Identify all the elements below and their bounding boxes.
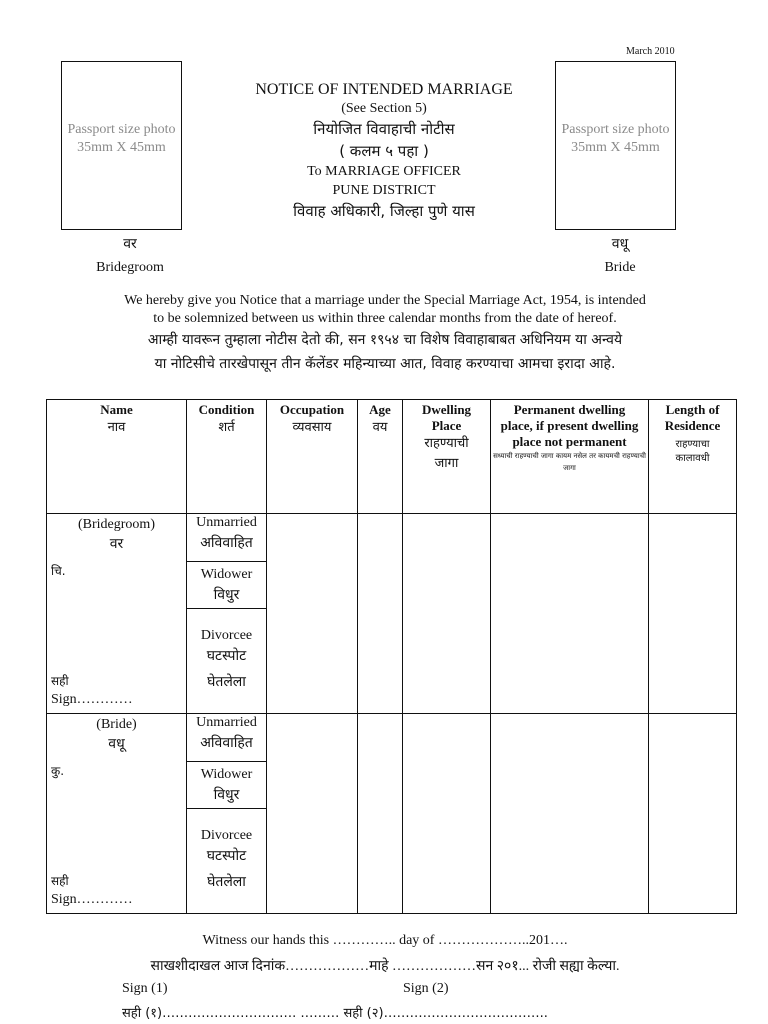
section-ref: (See Section 5): [341, 101, 427, 116]
groom-role-mr: वर: [109, 536, 124, 552]
col-condition: Condition शर्त: [187, 400, 267, 514]
col-permanent: Permanent dwelling place, if present dwelling place not permanent सध्याची राहण्याची जागा कायम नसेल तर कायमची राहण्याची जागा: [491, 400, 649, 514]
bridegroom-label: [60, 234, 200, 278]
col-age: Age वय: [358, 400, 403, 514]
section-ref-mr: ( कलम ५ पहा ): [339, 142, 429, 160]
groom-role: (Bridegroom): [78, 517, 155, 532]
sign1-label: Sign (1): [122, 981, 168, 996]
photo-size: 35mm X 45mm: [571, 140, 660, 155]
sign-lines-mr[interactable]: सही (१)…………………………. ……… सही (२)………………………………..: [122, 1006, 548, 1021]
bridegroom-label-mr: वर: [123, 236, 137, 252]
groom-photo-box: [61, 61, 182, 230]
condition-unmarried[interactable]: Unmarried अविवाहित: [187, 514, 266, 562]
bridegroom-row: [47, 514, 737, 714]
table-header-row: [47, 400, 737, 514]
photo-size: 35mm X 45mm: [77, 140, 166, 155]
groom-name-cell[interactable]: [47, 514, 187, 714]
groom-length-cell[interactable]: [649, 514, 737, 714]
bride-label: [550, 234, 690, 278]
statement-mr-2: या नोटिसीचे तारखेपासून तीन कॅलेंडर महिन्याच्या आत, विवाह करण्याचा आमचा इरादा आहे.: [154, 356, 616, 372]
groom-permanent-cell[interactable]: [491, 514, 649, 714]
condition-widower[interactable]: Widower विधुर: [187, 762, 266, 809]
notice-title: NOTICE OF INTENDED MARRIAGE: [255, 81, 513, 98]
bride-role: (Bride): [96, 717, 137, 732]
bride-label-mr: वधू: [611, 236, 629, 252]
bride-dwelling-cell[interactable]: [403, 714, 491, 914]
groom-dwelling-cell[interactable]: [403, 514, 491, 714]
bride-sign-line[interactable]: Sign…………: [51, 892, 133, 907]
col-length: Length of Residence राहण्याचा कालावधी: [649, 400, 737, 514]
notice-title-mr: नियोजित विवाहाची नोटीस: [313, 120, 455, 138]
groom-occupation-cell[interactable]: [267, 514, 358, 714]
revision-date: March 2010: [626, 46, 675, 57]
bride-name-cell[interactable]: [47, 714, 187, 914]
witness-line: Witness our hands this ………….. day of ………………..201….: [202, 933, 568, 948]
addressee-mr: विवाह अधिकारी, जिल्हा पुणे यास: [293, 202, 475, 220]
bride-prefix: कु.: [51, 764, 65, 778]
notice-statement: [40, 292, 730, 376]
col-occupation: Occupation व्यवसाय: [267, 400, 358, 514]
bride-length-cell[interactable]: [649, 714, 737, 914]
condition-divorcee[interactable]: Divorcee घटस्पोट घेतलेला: [200, 628, 253, 690]
bride-occupation-cell[interactable]: [267, 714, 358, 914]
groom-age-cell[interactable]: [358, 514, 403, 714]
condition-widower[interactable]: Widower विधुर: [187, 562, 266, 609]
bride-sign-label-mr: सही: [51, 874, 69, 888]
groom-condition-cell: [187, 514, 267, 714]
col-dwelling: Dwelling Place राहण्याची जागा: [403, 400, 491, 514]
particulars-table: [46, 399, 737, 914]
witness-line-mr: साखशीदाखल आज दिनांक………………माहे ………………सन २०१... रोजी सह्या केल्या.: [150, 959, 620, 974]
district: PUNE DISTRICT: [332, 183, 436, 198]
bride-role-mr: वधू: [108, 736, 125, 752]
statement-en-1: We hereby give you Notice that a marriage under the Special Marriage Act, 1954, is intended: [124, 293, 646, 308]
groom-prefix: चि.: [51, 564, 66, 578]
photo-label: Passport size photo: [67, 122, 176, 137]
statement-en-2: to be solemnized between us within three calendar months from the date of hereof.: [153, 311, 617, 326]
bride-condition-cell: [187, 714, 267, 914]
addressee: To MARRIAGE OFFICER: [307, 164, 461, 179]
statement-mr-1: आम्ही यावरून तुम्हाला नोटीस देतो की, सन १९५४ चा विशेष विवाहाबाबत अधिनियम या अन्वये: [147, 332, 623, 348]
bride-permanent-cell[interactable]: [491, 714, 649, 914]
photo-label: Passport size photo: [561, 122, 670, 137]
bride-label-en: Bride: [604, 260, 636, 275]
col-name: Name नाव: [47, 400, 187, 514]
notice-header: [220, 80, 548, 222]
bride-age-cell[interactable]: [358, 714, 403, 914]
bridegroom-label-en: Bridegroom: [96, 260, 164, 275]
groom-sign-label-mr: सही: [51, 674, 69, 688]
condition-unmarried[interactable]: Unmarried अविवाहित: [187, 714, 266, 762]
sign2-label: Sign (2): [403, 981, 449, 996]
condition-divorcee[interactable]: Divorcee घटस्पोट घेतलेला: [200, 828, 253, 890]
groom-sign-line[interactable]: Sign…………: [51, 692, 133, 707]
bride-row: [47, 714, 737, 914]
bride-photo-box: [555, 61, 676, 230]
